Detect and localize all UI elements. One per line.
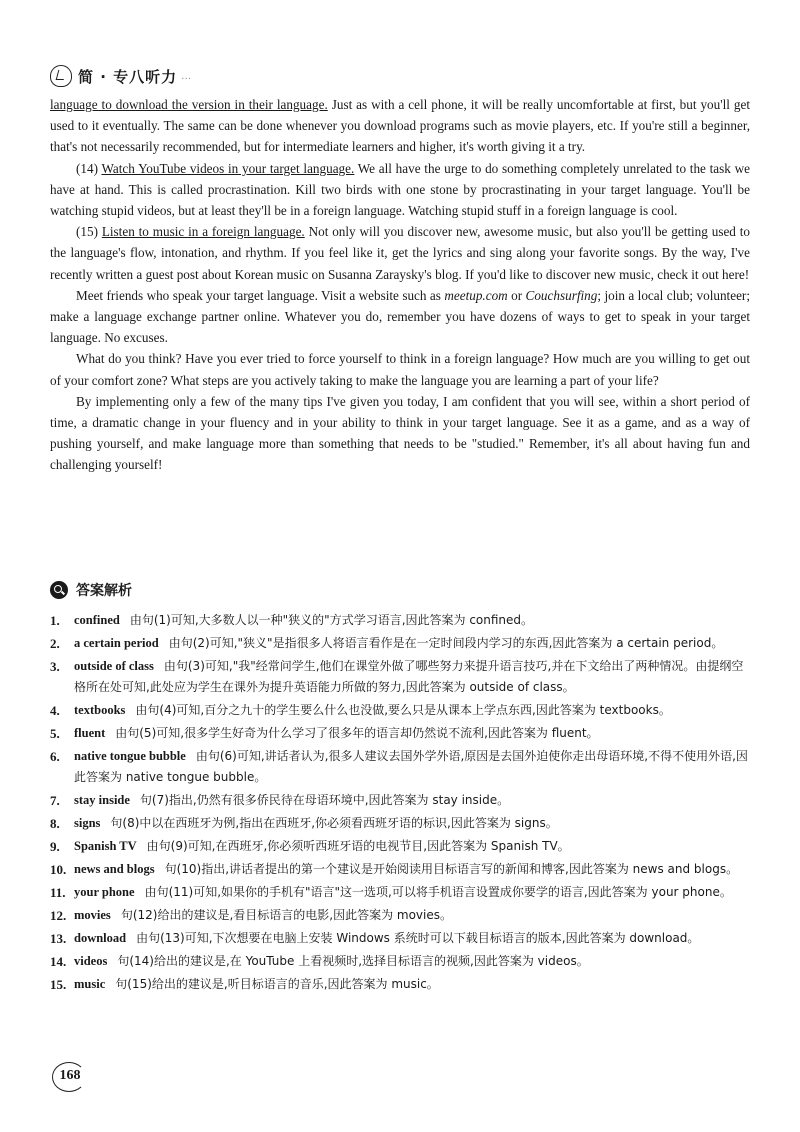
answer-number: 4. [50,703,60,718]
answer-body [74,723,750,744]
answer-key: textbooks [74,703,126,717]
answer-number: 3. [50,659,60,674]
article-body [50,94,750,476]
answer-key: your phone [74,885,135,899]
answer-number: 1. [50,613,60,628]
answer-key: music [74,977,106,991]
answer-item [50,882,750,903]
answer-item [50,813,750,834]
answer-item [50,700,750,721]
answer-number: 8. [50,816,60,831]
answer-explanation: 句(12)给出的建议是,看目标语言的电影,因此答案为 movies。 [120,908,452,922]
website-couchsurfing: Couchsurfing [525,287,598,303]
header-dots: … [181,70,195,82]
answer-key: movies [74,908,111,922]
answer-item [50,974,750,995]
answer-number: 9. [50,839,60,854]
answer-key: Spanish TV [74,839,137,853]
paragraph-1: language to download the version in their language. Just as with a cell phone, it will be really uncomfortable at first, but you'll get used to it eventually. The same can be done whenever you download programs such as movie players, etc. If you're still a beginner, that's not necessarily recommended, but for intermediate learners and higher, it's worth giving it a try. [50,97,751,155]
answer-item [50,723,750,744]
answer-key: videos [74,954,108,968]
answer-item [50,836,750,857]
underlined-tip-14: Watch YouTube videos in your target language. [101,160,355,176]
answer-item [50,610,750,631]
answers-heading [50,580,132,600]
answer-explanation: 由句(2)可知,"狭义"是指很多人将语言看作是在一定时间段内学习的东西,因此答案为 a certain period。 [168,636,724,650]
answer-body [74,836,750,857]
paragraph-3: (15) Listen to music in a foreign language. Not only will you discover new, awesome music, but also you'll be getting used to the language's flow, intonation, and rhythm. If you feel like it, get the lyrics and sing along your favorite songs. By the way, I've recently written a guest post about Korean music on Susanna Zaraysky's blog. If you'd like to discover new music, check it out here! [50,224,750,282]
answer-item [50,790,750,811]
answer-body [74,633,750,654]
answer-number: 6. [50,749,60,764]
page-number: 168 [52,1062,88,1090]
answer-key: signs [74,816,101,830]
answer-body [74,610,750,631]
answer-number: 10. [50,862,67,877]
answer-item [50,905,750,926]
answer-explanation: 句(7)指出,仍然有很多侨民待在母语环境中,因此答案为 stay inside。 [139,793,510,807]
answer-item [50,928,750,949]
answer-key: stay inside [74,793,130,807]
answer-number: 14. [50,954,67,969]
answer-item [50,859,750,880]
running-header [50,64,194,88]
answer-explanation: 由句(1)可知,大多数人以一种"狭义的"方式学习语言,因此答案为 confined。 [129,613,534,627]
answer-number: 2. [50,636,60,651]
answer-key: native tongue bubble [74,749,186,763]
magnifier-icon [50,581,68,599]
answer-explanation: 由句(13)可知,下次想要在电脑上安装 Windows 系统时可以下载目标语言的版本,因此答案为 download。 [136,931,700,945]
answer-item [50,633,750,654]
answer-explanation: 由句(4)可知,百分之九十的学生要么什么也没做,要么只是从课本上学点东西,因此答案为 textbooks。 [135,703,671,717]
answer-body [74,790,750,811]
answer-key: confined [74,613,120,627]
answer-body [74,974,750,995]
answer-key: fluent [74,726,106,740]
answer-explanation: 由句(3)可知,"我"经常问学生,他们在课堂外做了哪些努力来提升语言技巧,并在下文给出了两种情况。由提纲空格所在处可知,此处应为学生在课外为提升英语能力所做的努力,因此答案为 outside of class。 [74,659,744,694]
answer-number: 5. [50,726,60,741]
answers-heading-text: 答案解析 [76,583,132,599]
underlined-tip-13: language to download the version in their language. [50,97,328,112]
answer-body [74,951,750,972]
answer-number: 11. [50,885,66,900]
answer-item [50,746,750,788]
answer-key: news and blogs [74,862,155,876]
paragraph-5: What do you think? Have you ever tried to force yourself to think in a foreign language? How much are you willing to get out of your comfort zone? What steps are you actively taking to make the language you are learning a part of your life? [50,351,750,388]
answer-item [50,951,750,972]
answer-number: 7. [50,793,60,808]
answer-number: 12. [50,908,67,923]
answer-explanation: 由句(11)可知,如果你的手机有"语言"这一选项,可以将手机语言设置成你要学的语言,因此答案为 your phone。 [144,885,732,899]
answer-item [50,656,750,698]
answer-body [74,859,750,880]
book-logo-icon [50,65,72,87]
answer-body [74,882,750,903]
underlined-tip-15: Listen to music in a foreign language. [101,224,305,240]
answer-body [74,700,750,721]
answer-body [74,746,750,788]
answer-explanation: 句(10)指出,讲话者提出的第一个建议是开始阅读用目标语言写的新闻和博客,因此答案为 news and blogs。 [164,862,739,876]
paragraph-4: Meet friends who speak your target language. Visit a website such as meetup.com or Couchsurfing; join a local club; volunteer; make a language exchange partner online. Whatever you do, remember you have dozens of ways to get to speak in your target language. No excuses. [50,287,750,346]
answer-explanation: 由句(9)可知,在西班牙,你必须听西班牙语的电视节目,因此答案为 Spanish TV。 [146,839,570,853]
answer-body [74,905,750,926]
paragraph-6: By implementing only a few of the many tips I've given you today, I am confident that you will see, within a short period of time, a dramatic change in your fluency and in your ability to think in your target language. See it as a game, and as a way of pushing yourself, and make language more than something that needs to be "studied." Remember, it's all about having fun and challenging yourself! [50,393,750,473]
answer-explanation: 由句(6)可知,讲话者认为,很多人建议去国外学外语,原因是去国外迫使你走出母语环境,不得不使用外语,因此答案为 native tongue bubble。 [74,749,748,784]
answer-body [74,928,750,949]
answer-number: 15. [50,977,67,992]
answer-key: a certain period [74,636,159,650]
answer-explanation: 由句(5)可知,很多学生好奇为什么学习了很多年的语言却仍然说不流利,因此答案为 fluent。 [115,726,599,740]
header-title: 简 · 专八听力 [78,67,178,86]
answer-list [50,610,750,997]
answer-body [74,813,750,834]
answer-explanation: 句(8)中以在西班牙为例,指出在西班牙,你必须看西班牙语的标识,因此答案为 signs。 [110,816,558,830]
paragraph-2: (14) Watch YouTube videos in your target language. We all have the urge to do something completely unrelated to the task we have at hand. This is called procrastination. Kill two birds with one stone by procrastinating in your target language. You'll be watching stupid videos, but at least they'll be in a foreign language. Watching stupid stuff in a foreign language is cool. [50,160,750,219]
website-meetup: meetup.com [444,287,508,303]
answer-body [74,656,750,698]
answer-explanation: 句(15)给出的建议是,听目标语言的音乐,因此答案为 music。 [115,977,439,991]
answer-key: outside of class [74,659,154,673]
answer-key: download [74,931,127,945]
answer-explanation: 句(14)给出的建议是,在 YouTube 上看视频时,选择目标语言的视频,因此答案为 videos。 [117,954,589,968]
answer-number: 13. [50,931,67,946]
